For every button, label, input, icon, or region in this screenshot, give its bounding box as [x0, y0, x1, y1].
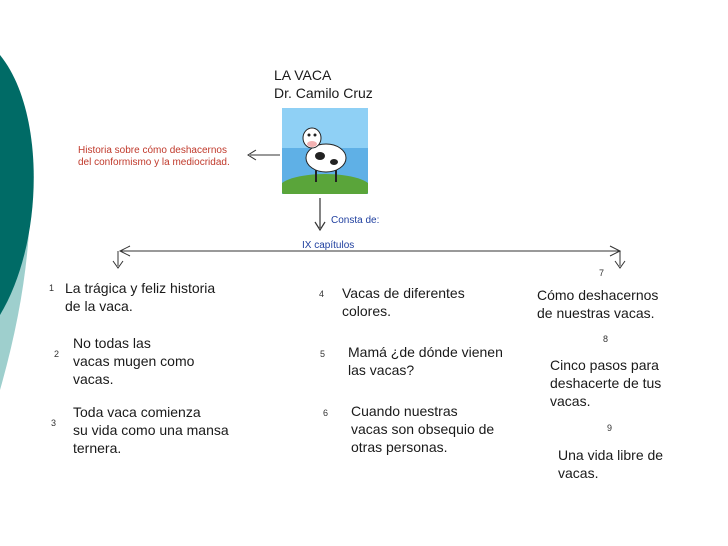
cow-cover-image — [282, 108, 368, 194]
chapter-number: 1 — [49, 283, 55, 293]
chapter-item: Cinco pasos para deshacerte de tus vacas. — [550, 357, 662, 409]
chapter-item: Cuando nuestras vacas son obsequio de otras personas. — [351, 403, 495, 455]
chapter-number: 4 — [319, 289, 325, 299]
chapter-number: 7 — [599, 268, 605, 278]
chapter-number: 6 — [323, 408, 329, 418]
teal-dark-shape — [0, 55, 34, 315]
chapter-item: Cómo deshacernos de nuestras vacas. — [537, 287, 659, 321]
chapter-number: 9 — [607, 423, 613, 433]
summary-note: Historia sobre cómo deshacernos del conformismo y la mediocridad. — [78, 145, 230, 168]
chapter-item: Mamá ¿de dónde vienen las vacas? — [348, 344, 503, 378]
chapter-item: No todas las vacas mugen como vacas. — [73, 335, 195, 387]
consta-label: Consta de: — [331, 215, 380, 226]
chapter-number: 3 — [51, 418, 57, 428]
capitulos-label: IX capítulos — [302, 240, 355, 251]
chapter-item: La trágica y feliz historia de la vaca. — [65, 280, 216, 314]
chapter-item: Una vida libre de vacas. — [558, 447, 664, 481]
cow-icon — [282, 108, 368, 194]
chapter-number: 2 — [54, 349, 60, 359]
chapter-number: 8 — [603, 334, 609, 344]
book-title: LA VACA Dr. Camilo Cruz — [274, 67, 373, 101]
chapter-item: Toda vaca comienza su vida como una mansa ternera. — [73, 404, 229, 456]
chapter-number: 5 — [320, 349, 326, 359]
chapter-item: Vacas de diferentes colores. — [342, 285, 465, 319]
